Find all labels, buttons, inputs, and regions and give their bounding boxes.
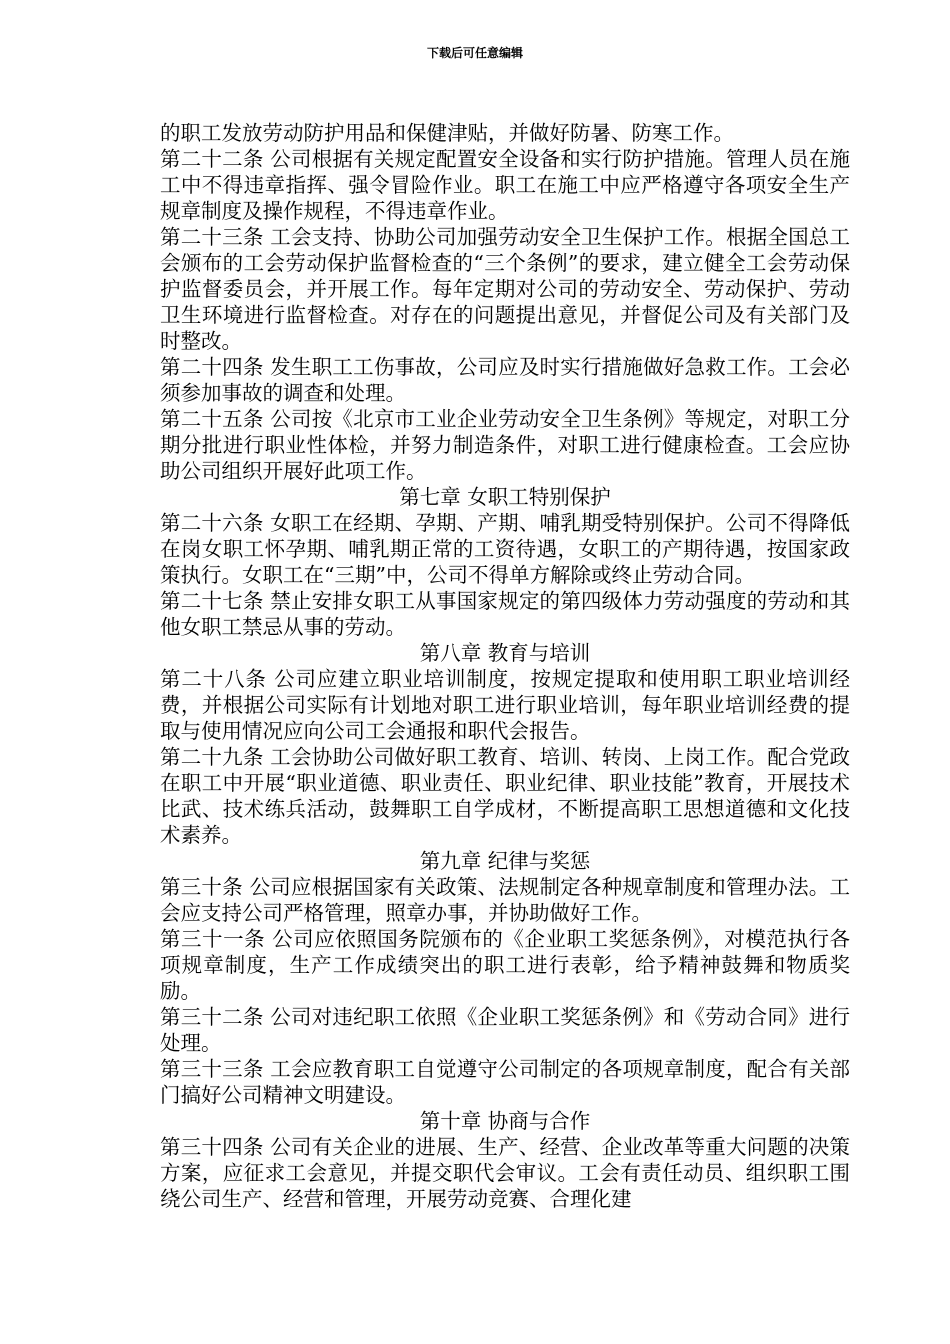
article-25: 第二十五条 公司按《北京市工业企业劳动安全卫生条例》等规定，对职工分期分批进行职业性体检，并努力制造条件，对职工进行健康检查。工会应协助公司组织开展好此项工作。 <box>160 407 850 483</box>
article-28: 第二十八条 公司应建立职业培训制度，按规定提取和使用职工职业培训经费，并根据公司实际有计划地对职工进行职业培训，每年职业培训经费的提取与使用情况应向公司工会通报和职代会报告。 <box>160 667 850 743</box>
article-22: 第二十二条 公司根据有关规定配置安全设备和实行防护措施。管理人员在施工中不得违章指挥、强令冒险作业。职工在施工中应严格遵守各项安全生产规章制度及操作规程，不得违章作业。 <box>160 147 850 223</box>
article-31: 第三十一条 公司应依照国务院颁布的《企业职工奖惩条例》，对模范执行各项规章制度，生产工作成绩突出的职工进行表彰，给予精神鼓舞和物质奖励。 <box>160 927 850 1003</box>
article-26: 第二十六条 女职工在经期、孕期、产期、哺乳期受特别保护。公司不得降低在岗女职工怀孕期、哺乳期正常的工资待遇，女职工的产期待遇，按国家政策执行。女职工在“三期”中，公司不得单方解除或终止劳动合同。 <box>160 511 850 587</box>
document-body <box>160 120 850 1212</box>
chapter-10-heading: 第十章 协商与合作 <box>419 1109 591 1133</box>
article-33: 第三十三条 工会应教育职工自觉遵守公司制定的各项规章制度，配合有关部门搞好公司精神文明建设。 <box>160 1057 850 1107</box>
chapter-9-heading: 第九章 纪律与奖惩 <box>419 849 591 873</box>
article-27: 第二十七条 禁止安排女职工从事国家规定的第四级体力劳动强度的劳动和其他女职工禁忌从事的劳动。 <box>160 589 850 639</box>
article-34: 第三十四条 公司有关企业的进展、生产、经营、企业改革等重大问题的决策方案，应征求工会意见，并提交职代会审议。工会有责任动员、组织职工围绕公司生产、经营和管理，开展劳动竞赛、合理化建 <box>160 1135 850 1211</box>
chapter-7-heading: 第七章 女职工特别保护 <box>399 485 611 509</box>
paragraph: 的职工发放劳动防护用品和保健津贴，并做好防暑、防寒工作。 <box>160 121 734 145</box>
article-23: 第二十三条 工会支持、协助公司加强劳动安全卫生保护工作。根据全国总工会颁布的工会劳动保护监督检查的“三个条例”的要求，建立健全工会劳动保护监督委员会，并开展工作。每年定期对公司的劳动安全、劳动保护、劳动卫生环境进行监督检查。对存在的问题提出意见，并督促公司及有关部门及时整改。 <box>160 225 850 353</box>
page-header: 下载后可任意编辑 <box>426 46 523 60</box>
article-30: 第三十条 公司应根据国家有关政策、法规制定各种规章制度和管理办法。工会应支持公司严格管理，照章办事，并协助做好工作。 <box>160 875 850 925</box>
article-29: 第二十九条 工会协助公司做好职工教育、培训、转岗、上岗工作。配合党政在职工中开展“职业道德、职业责任、职业纪律、职业技能”教育，开展技术比武、技术练兵活动，鼓舞职工自学成材，不断提高职工思想道德和文化技术素养。 <box>160 745 850 847</box>
article-32: 第三十二条 公司对违纪职工依照《企业职工奖惩条例》和《劳动合同》进行处理。 <box>160 1005 850 1055</box>
chapter-8-heading: 第八章 教育与培训 <box>419 641 591 665</box>
article-24: 第二十四条 发生职工工伤事故，公司应及时实行措施做好急救工作。工会必须参加事故的调查和处理。 <box>160 355 850 405</box>
